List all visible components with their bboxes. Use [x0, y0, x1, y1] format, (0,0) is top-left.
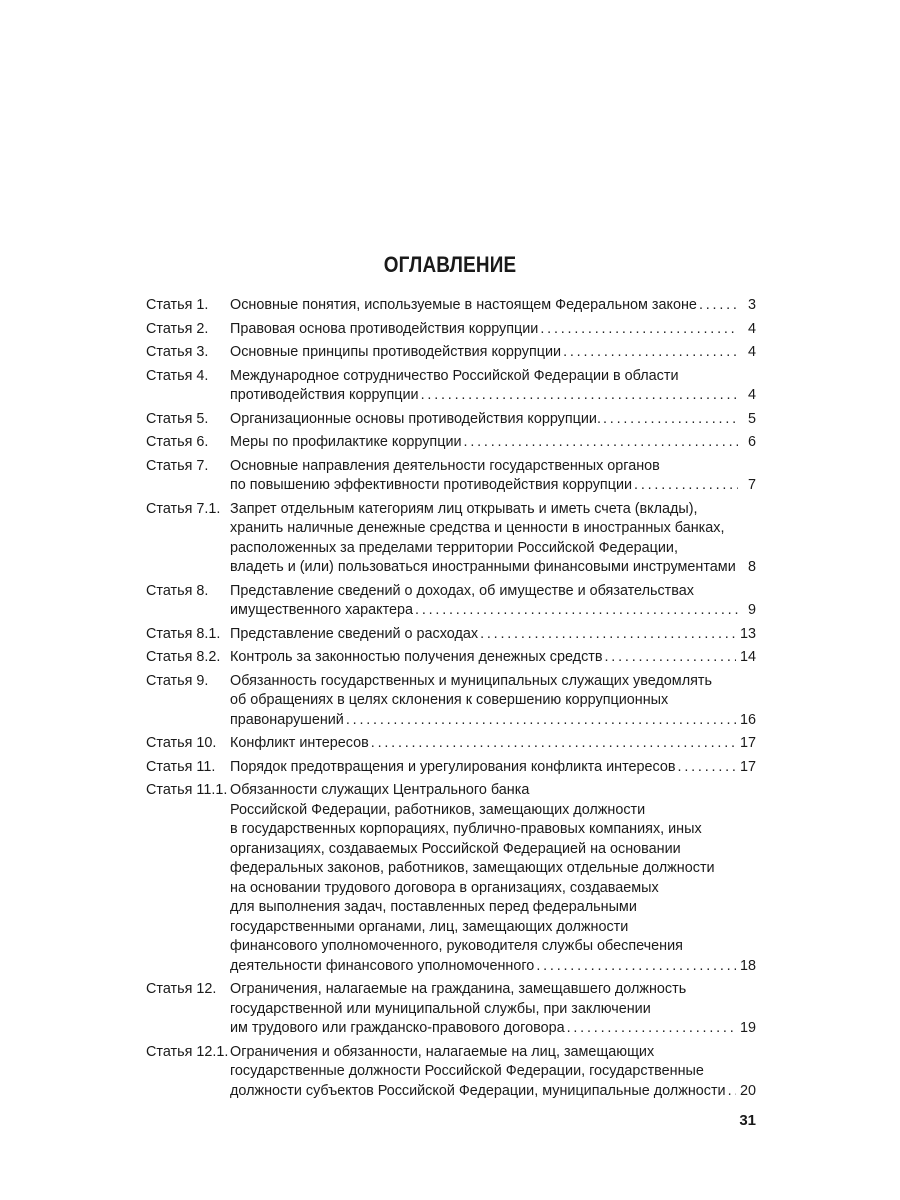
toc-entry-title — [230, 980, 756, 1039]
toc-page-number: 4 — [747, 344, 756, 360]
toc-title-line: противодействия коррупции — [230, 387, 419, 403]
toc-article-number: Статья 4. — [146, 367, 209, 384]
toc-title-last-line — [230, 758, 756, 778]
toc-title-line: Ограничения, налагаемые на гражданина, замещавшего должность — [230, 981, 687, 997]
toc-entry — [146, 648, 756, 668]
toc-title-line: хранить наличные денежные средства и ценности в иностранных банках, — [230, 520, 725, 536]
toc-title-line: Правовая основа противодействия коррупции — [230, 320, 539, 337]
toc-entry-title — [230, 367, 756, 406]
toc-title-last-line — [230, 410, 756, 430]
toc-title-line: федеральных законов, работников, замещающих отдельные должности — [230, 860, 715, 876]
toc-title-line: Представление сведений о доходах, об имуществе и обязательствах — [230, 582, 694, 599]
toc-title-last-line — [230, 648, 756, 668]
page-number: 31 — [739, 1112, 756, 1129]
toc-entry — [146, 296, 756, 316]
toc-page-number: 16 — [739, 711, 756, 728]
toc-title-last-line — [230, 386, 756, 406]
toc-entry-title — [230, 343, 756, 363]
toc-title-line: имущественного характера — [230, 602, 414, 618]
toc-article-number: Статья 7.1. — [146, 500, 221, 517]
toc-entry-title — [230, 433, 756, 453]
toc-title-line: Меры по профилактике коррупции — [230, 434, 462, 450]
toc-entry-title — [230, 296, 756, 316]
toc-title-line: государственные должности Российской Федерации, государственные — [230, 1063, 704, 1079]
toc-entry-title — [230, 758, 756, 778]
dot-leader — [346, 711, 736, 731]
toc-article-number: Статья 5. — [146, 410, 209, 427]
dot-leader — [540, 320, 738, 340]
toc-title-line: Представление сведений о расходах — [230, 625, 479, 642]
dot-leader — [563, 343, 738, 363]
toc-page-number: 4 — [747, 387, 756, 403]
toc-title-last-line — [230, 320, 756, 340]
toc-title-line: Основные принципы противодействия коррупции — [230, 344, 562, 360]
toc-page-number: 5 — [747, 410, 756, 427]
toc-entry — [146, 320, 756, 340]
toc-entry-title — [230, 410, 756, 430]
dot-leader — [421, 386, 738, 406]
toc-title-last-line — [230, 558, 756, 578]
toc-article-number: Статья 9. — [146, 672, 209, 689]
toc-title-last-line — [230, 734, 756, 754]
toc-title-line: для выполнения задач, поставленных перед федеральными — [230, 899, 637, 915]
toc-title-line: расположенных за пределами территории Российской Федерации, — [230, 539, 678, 556]
toc-page-number: 17 — [739, 758, 756, 775]
toc-page-number: 14 — [739, 649, 756, 665]
toc-entry — [146, 980, 756, 1039]
toc-title-last-line — [230, 625, 756, 645]
toc-title-line: Организационные основы противодействия коррупции. — [230, 410, 601, 427]
dot-leader — [728, 1082, 736, 1102]
toc-page-number: 17 — [739, 735, 756, 751]
toc-title-last-line — [230, 296, 756, 316]
toc-title-last-line — [230, 1019, 756, 1039]
toc-title-line: в государственных корпорациях, публично-правовых компаниях, иных — [230, 821, 702, 837]
toc-title-last-line — [230, 601, 756, 621]
toc-article-number: Статья 8.2. — [146, 649, 221, 665]
toc-title-line: Основные понятия, используемые в настоящем Федеральном законе — [230, 297, 697, 313]
toc-article-number: Статья 11. — [146, 758, 216, 775]
toc-article-number: Статья 11.1. — [146, 782, 228, 798]
toc-entry-title — [230, 1043, 756, 1102]
toc-entry-title — [230, 734, 756, 754]
dot-leader — [371, 734, 736, 754]
toc-entry — [146, 457, 756, 496]
toc-title-last-line — [230, 433, 756, 453]
toc-entry-title — [230, 625, 756, 645]
toc-page-number: 3 — [747, 297, 756, 313]
toc-title-last-line — [230, 1082, 756, 1102]
toc-page-number: 18 — [739, 957, 756, 974]
toc-title-line: Конфликт интересов — [230, 735, 369, 751]
toc-page-number: 19 — [739, 1020, 756, 1036]
toc-entry-title — [230, 500, 756, 578]
toc-title-line: финансового уполномоченного, руководителя службы обеспечения — [230, 938, 683, 954]
toc-entry-title — [230, 672, 756, 731]
toc-title-line: владеть и (или) пользоваться иностранными финансовыми инструментами — [230, 559, 736, 575]
dot-leader — [634, 476, 738, 496]
toc-entry-title — [230, 457, 756, 496]
toc-entry-title — [230, 582, 756, 621]
toc-article-number: Статья 3. — [146, 344, 209, 360]
toc-page-number: 6 — [747, 434, 756, 450]
toc-entry-title — [230, 320, 756, 340]
dot-leader — [480, 625, 736, 645]
toc-entry — [146, 1043, 756, 1102]
toc-title-line: им трудового или гражданско-правового договора — [230, 1020, 565, 1036]
toc-article-number: Статья 12.1. — [146, 1043, 229, 1060]
toc-title-line: государственными органами, лиц, замещающих должности — [230, 918, 629, 935]
toc-title-line: организациях, создаваемых Российской Федерацией на основании — [230, 840, 681, 857]
dot-leader — [699, 296, 738, 316]
toc-entry — [146, 367, 756, 406]
dot-leader — [603, 410, 738, 430]
toc-title-line: по повышению эффективности противодействия коррупции — [230, 477, 633, 493]
toc-entry — [146, 500, 756, 578]
toc-article-number: Статья 7. — [146, 457, 209, 474]
dot-leader — [567, 1019, 736, 1039]
toc-title-line: Контроль за законностью получения денежных средств — [230, 649, 603, 665]
page-title: ОГЛАВЛЕНИЕ — [383, 252, 517, 277]
toc-page-number: 7 — [747, 477, 756, 493]
toc-entry — [146, 781, 756, 976]
toc-entry — [146, 343, 756, 363]
toc-title-line: на основании трудового договора в организациях, создаваемых — [230, 879, 659, 896]
toc-title-last-line — [230, 343, 756, 363]
toc-title-line: об обращениях в целях склонения к совершению коррупционных — [230, 692, 669, 708]
toc-title-line: Ограничения и обязанности, налагаемые на лиц, замещающих — [230, 1043, 655, 1060]
toc-title-last-line — [230, 711, 756, 731]
toc-article-number: Статья 8.1. — [146, 625, 221, 642]
toc-page-number: 4 — [747, 320, 756, 337]
toc-entry — [146, 758, 756, 778]
toc-title-line: Обязанности служащих Центрального банка — [230, 782, 530, 798]
toc-page-number: 20 — [739, 1082, 756, 1099]
dot-leader — [536, 957, 736, 977]
toc-entry — [146, 433, 756, 453]
toc-page-number: 9 — [747, 602, 756, 618]
toc-title-line: Международное сотрудничество Российской Федерации в области — [230, 367, 679, 384]
toc-article-number: Статья 2. — [146, 320, 209, 337]
toc-entry — [146, 582, 756, 621]
toc-entry — [146, 625, 756, 645]
table-of-contents — [146, 296, 756, 1105]
toc-title-line: Обязанность государственных и муниципальных служащих уведомлять — [230, 672, 712, 689]
toc-article-number: Статья 10. — [146, 735, 217, 751]
toc-title-last-line — [230, 957, 756, 977]
toc-title-line: правонарушений — [230, 711, 344, 728]
toc-entry-title — [230, 781, 756, 976]
toc-title-line: должности субъектов Российской Федерации, муниципальные должности — [230, 1082, 726, 1099]
toc-page-number: 13 — [739, 625, 756, 642]
toc-article-number: Статья 1. — [146, 297, 209, 313]
toc-title-line: Запрет отдельным категориям лиц открывать и иметь счета (вклады), — [230, 500, 698, 517]
toc-entry — [146, 734, 756, 754]
dot-leader — [415, 601, 738, 621]
toc-article-number: Статья 6. — [146, 434, 209, 450]
toc-article-number: Статья 12. — [146, 981, 217, 997]
toc-title-line: деятельности финансового уполномоченного — [230, 957, 535, 974]
toc-page-number: 8 — [747, 559, 756, 575]
dot-leader — [678, 758, 736, 778]
toc-title-line: Основные направления деятельности государственных органов — [230, 457, 660, 474]
toc-entry-title — [230, 648, 756, 668]
dot-leader — [605, 648, 736, 668]
toc-entry — [146, 410, 756, 430]
toc-title-line: государственной или муниципальной службы, при заключении — [230, 1000, 651, 1017]
toc-entry — [146, 672, 756, 731]
toc-title-last-line — [230, 476, 756, 496]
dot-leader — [464, 433, 738, 453]
toc-article-number: Статья 8. — [146, 582, 209, 599]
toc-title-line: Порядок предотвращения и урегулирования конфликта интересов — [230, 758, 676, 775]
toc-title-line: Российской Федерации, работников, замещающих должности — [230, 801, 646, 818]
